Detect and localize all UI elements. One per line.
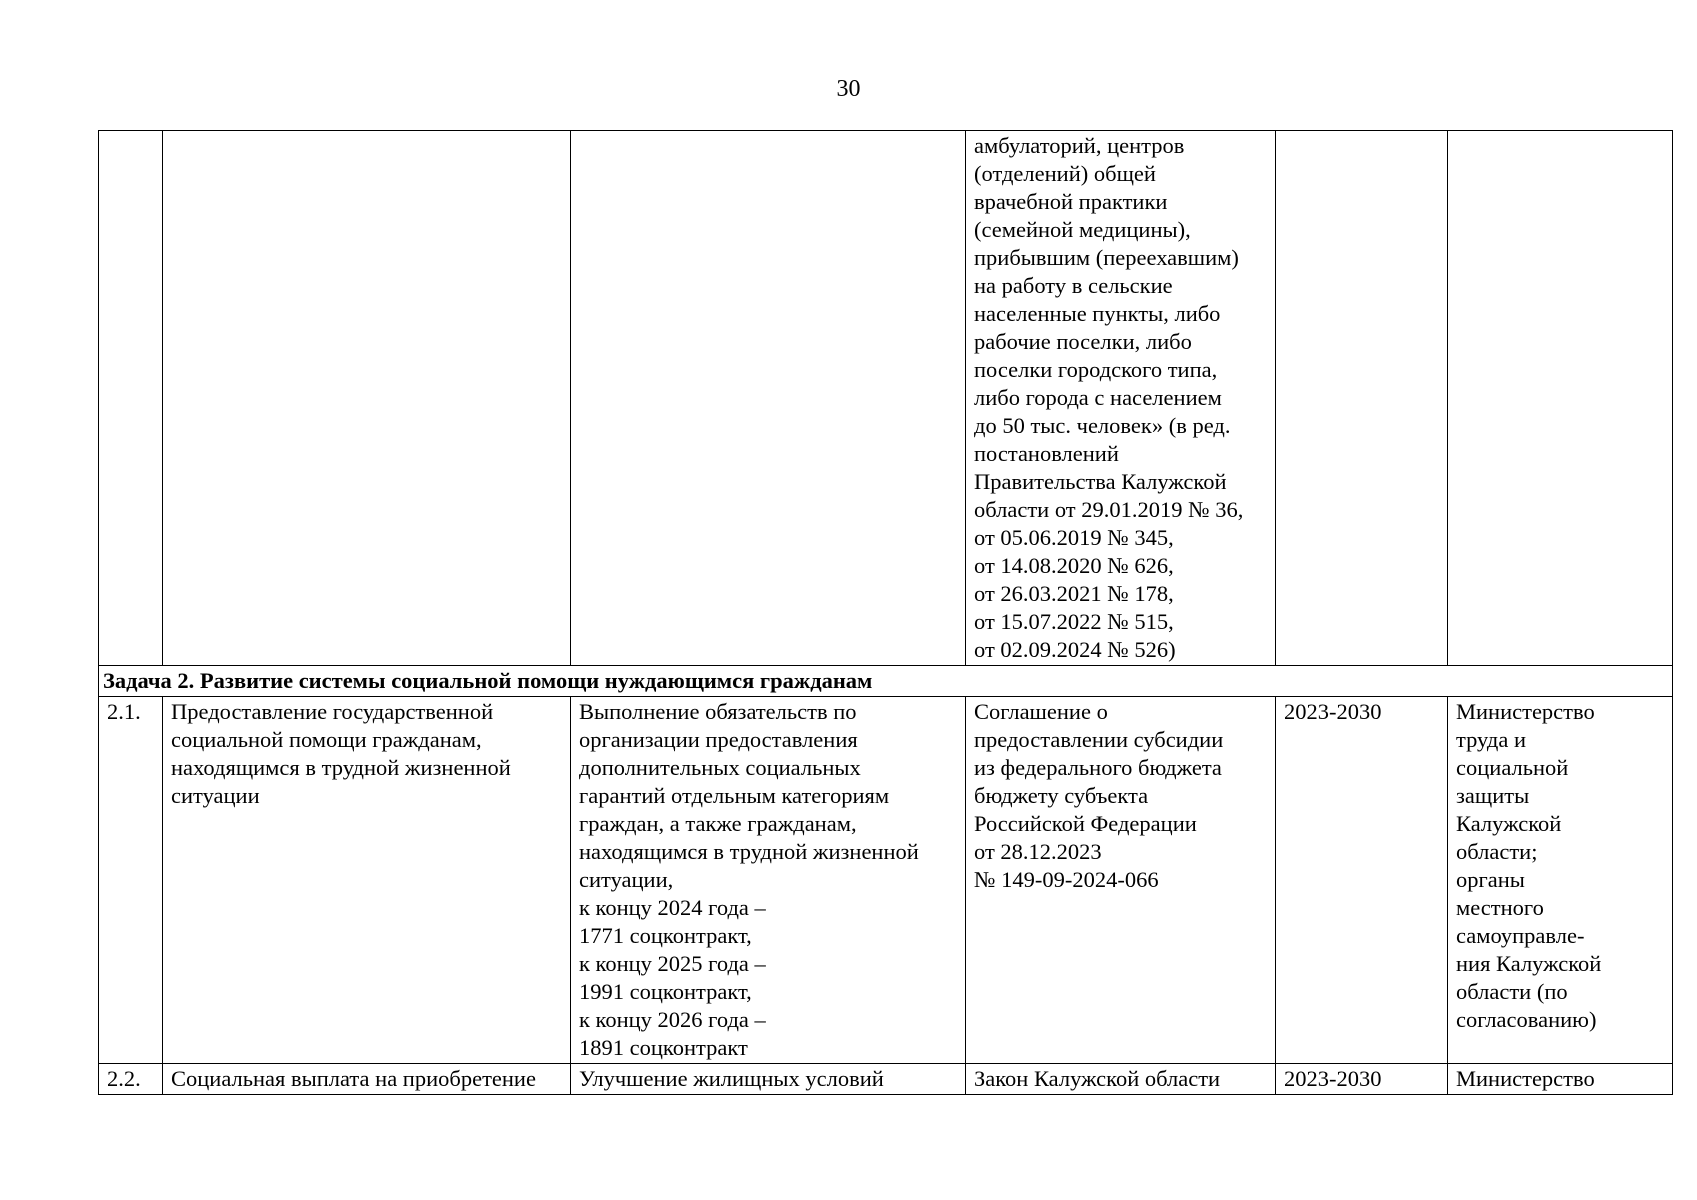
cell-executor: Министерство труда и социальной защиты Калужской области; органы местного самоуправле- ния Калужской области (по согласованию) [1448, 697, 1673, 1064]
cell-period: 2023-2030 [1276, 1064, 1448, 1095]
cell-basis: Закон Калужской области [966, 1064, 1276, 1095]
cell-period: 2023-2030 [1276, 697, 1448, 1064]
cell-result: Выполнение обязательств по организации предоставления дополнительных социальных гарантий отдельным категориям граждан, а также гражданам, находящимся в трудной жизненной ситуации, к концу 2024 года – 1771 соцконтракт, к концу 2025 года – 1991 соцконтракт, к концу 2026 года – 1891 соцконтракт [571, 697, 966, 1064]
cell-number: 2.1. [99, 697, 163, 1064]
task-header: Задача 2. Развитие системы социальной помощи нуждающимся гражданам [99, 666, 1673, 697]
cell-measure-empty [163, 131, 571, 666]
task-header-row [99, 666, 1673, 697]
cell-result-empty [571, 131, 966, 666]
cell-executor: Министерство [1448, 1064, 1673, 1095]
page-number: 30 [836, 76, 861, 102]
cell-number-empty [99, 131, 163, 666]
table-row-continuation [99, 131, 1673, 666]
cell-executor-empty [1448, 131, 1673, 666]
cell-basis: Соглашение о предоставлении субсидии из федерального бюджета бюджету субъекта Российской Федерации от 28.12.2023 № 149-09-2024-066 [966, 697, 1276, 1064]
cell-number: 2.2. [99, 1064, 163, 1095]
measures-table [98, 130, 1673, 1095]
table-row [99, 1064, 1673, 1095]
cell-result: Улучшение жилищных условий [571, 1064, 966, 1095]
cell-measure: Социальная выплата на приобретение [163, 1064, 571, 1095]
table-row [99, 697, 1673, 1064]
cell-measure: Предоставление государственной социальной помощи гражданам, находящимся в трудной жизненной ситуации [163, 697, 571, 1064]
cell-period-empty [1276, 131, 1448, 666]
cell-basis-continuation: амбулаторий, центров (отделений) общей врачебной практики (семейной медицины), прибывшим (переехавшим) на работу в сельские населенные пункты, либо рабочие поселки, либо поселки городского типа, либо города с населением до 50 тыс. человек» (в ред. постановлений Правительства Калужской области от 29.01.2019 № 36, от 05.06.2019 № 345, от 14.08.2020 № 626, от 26.03.2021 № 178, от 15.07.2022 № 515, от 02.09.2024 № 526) [966, 131, 1276, 666]
